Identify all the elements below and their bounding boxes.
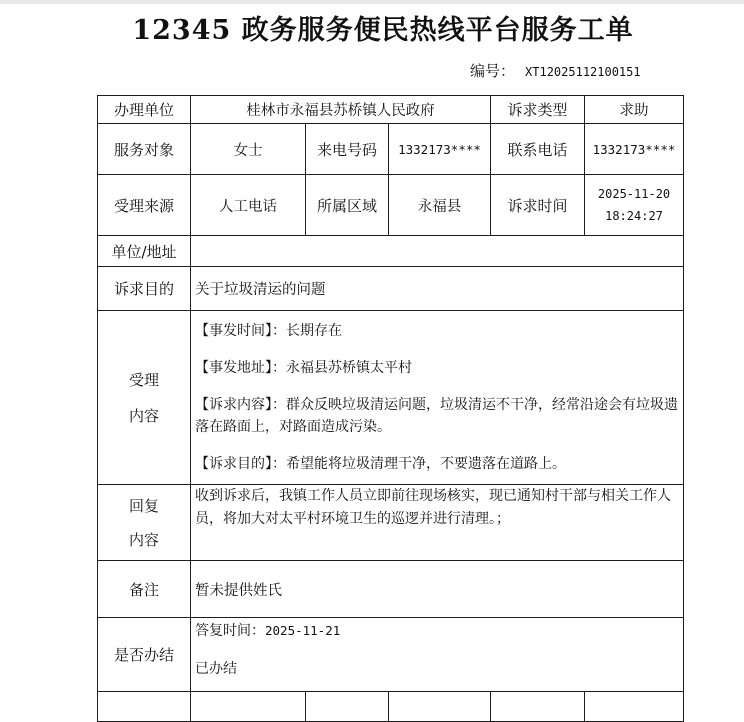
row-unit	[98, 96, 684, 124]
row-cut-off	[98, 692, 684, 722]
reply-time-label: 答复时间：	[195, 623, 265, 639]
done-value	[191, 618, 684, 692]
address-value	[191, 236, 684, 267]
row-purpose	[98, 267, 684, 311]
address-label: 单位/地址	[98, 236, 191, 267]
caller-value: 1332173****	[389, 124, 491, 175]
content-label: 受理 内容	[98, 311, 191, 485]
time-clock: 18:24:27	[605, 209, 663, 223]
row-address	[98, 236, 684, 267]
source-label: 受理来源	[98, 175, 191, 236]
content-appeal-detail: 【诉求内容】：群众反映垃圾清运问题，垃圾清运不干净，经常沿途会有垃圾遗落在路面上，对路面造成污染。	[195, 397, 678, 435]
row-reply	[98, 485, 684, 561]
row-target	[98, 124, 684, 175]
serial-value: XT12025112100151	[525, 65, 641, 79]
contact-label: 联系电话	[491, 124, 585, 175]
target-label: 服务对象	[98, 124, 191, 175]
type-label: 诉求类型	[491, 96, 585, 124]
target-value: 女士	[191, 124, 306, 175]
time-date: 2025-11-20	[597, 187, 671, 201]
unit-value: 桂林市永福县苏桥镇人民政府	[191, 96, 491, 124]
region-label: 所属区域	[306, 175, 389, 236]
remark-value: 暂未提供姓氏	[191, 561, 684, 618]
reply-label: 回复 内容	[98, 485, 191, 561]
row-done	[98, 618, 684, 692]
top-edge	[0, 0, 744, 4]
region-value: 永福县	[389, 175, 491, 236]
type-value: 求助	[585, 96, 684, 124]
reply-value: 收到诉求后，我镇工作人员立即前往现场核实，现已通知村干部与相关工作人员，将加大对太平村环境卫生的巡逻并进行清理。；	[191, 485, 684, 561]
contact-value: 1332173****	[585, 124, 684, 175]
content-value	[191, 311, 684, 485]
purpose-label: 诉求目的	[98, 267, 191, 311]
row-source	[98, 175, 684, 236]
done-status: 已办结	[195, 661, 237, 677]
row-content	[98, 311, 684, 485]
done-label: 是否办结	[98, 618, 191, 692]
work-order-table	[97, 95, 684, 722]
caller-label: 来电号码	[306, 124, 389, 175]
purpose-value: 关于垃圾清运的问题	[191, 267, 684, 311]
serial-number	[470, 60, 641, 81]
remark-label: 备注	[98, 561, 191, 618]
unit-label: 办理单位	[98, 96, 191, 124]
content-incident-time: 【事发时间】：长期存在	[195, 323, 342, 339]
time-value	[585, 175, 684, 236]
content-incident-address: 【事发地址】：永福县苏桥镇太平村	[195, 360, 412, 376]
reply-time-value: 2025-11-21	[265, 623, 341, 638]
time-label: 诉求时间	[491, 175, 585, 236]
row-remark	[98, 561, 684, 618]
content-appeal-purpose: 【诉求目的】：希望能将垃圾清理干净，不要遗落在道路上。	[195, 456, 566, 472]
document-title: 12345 政务服务便民热线平台服务工单	[132, 15, 634, 46]
source-value: 人工电话	[191, 175, 306, 236]
serial-label: 编号：	[470, 62, 516, 80]
